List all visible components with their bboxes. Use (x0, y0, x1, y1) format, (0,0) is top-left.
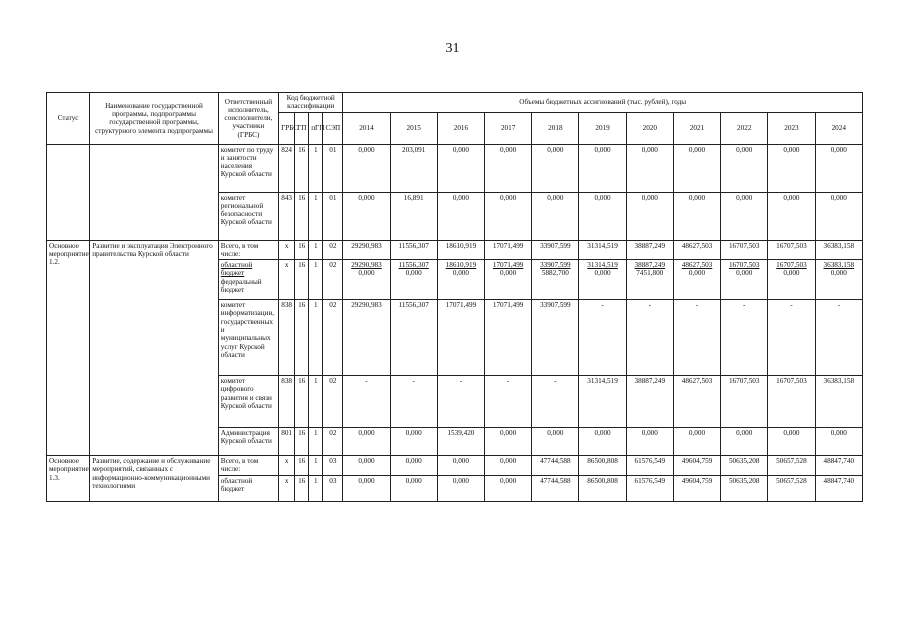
value: 29290,983 (351, 241, 382, 250)
value: 17071,499 (492, 241, 524, 250)
value-cell (390, 475, 437, 501)
value-cell (343, 192, 390, 240)
value: 16707,503 (728, 377, 760, 386)
value-cell (343, 240, 390, 260)
code-sep: 02 (323, 240, 343, 260)
value: 36383,158 (823, 261, 855, 270)
value-cell (815, 192, 862, 240)
code-pgp: 1 (309, 475, 323, 501)
code-gp: 16 (295, 260, 309, 300)
value: - (743, 301, 746, 310)
value-cell (437, 260, 484, 300)
value-cell (532, 192, 579, 240)
value-cell (768, 376, 815, 428)
executor-cell (218, 300, 278, 376)
code-pgp: 1 (309, 144, 323, 192)
value-cell (343, 144, 390, 192)
code-grbs: 838 (279, 376, 295, 428)
status-cell (47, 144, 90, 240)
value-cell (390, 192, 437, 240)
table-body (47, 144, 863, 501)
value-cell (673, 240, 720, 260)
value-cell (579, 300, 626, 376)
value: 48847,740 (823, 457, 855, 466)
executor-cell (218, 428, 278, 456)
value: 0,000 (594, 429, 611, 438)
value: 0,000 (358, 429, 375, 438)
table-row (47, 144, 863, 192)
value: 38887,249 (634, 261, 666, 270)
value: 16707,503 (776, 241, 807, 250)
code-sep: 01 (323, 144, 343, 192)
value: 48627,503 (681, 377, 713, 386)
value: 0,000 (358, 193, 375, 202)
value-cell (815, 376, 862, 428)
value: 11556,307 (398, 301, 429, 310)
value-cell (343, 300, 390, 376)
value: 0,000 (500, 429, 517, 438)
value-cell (390, 456, 437, 476)
value-cell (485, 240, 532, 260)
value: 0,000 (736, 145, 753, 154)
value: 38887,249 (634, 377, 666, 386)
value: 0,000 (688, 145, 706, 154)
code-grbs: х (279, 260, 295, 300)
value-cell (721, 475, 768, 501)
value: 36383,158 (823, 377, 855, 386)
value-cell (626, 300, 673, 376)
page-number: 31 (445, 41, 460, 56)
value-cell (626, 428, 673, 456)
value-cell (532, 144, 579, 192)
value: 0,000 (641, 429, 658, 438)
value-cell (768, 260, 815, 300)
value-cell (485, 428, 532, 456)
value-cell (721, 456, 768, 476)
value: 0,000 (736, 193, 753, 202)
header-year: 2021 (673, 112, 720, 144)
code-grbs: 824 (279, 144, 295, 192)
value: - (459, 377, 463, 386)
value: 0,000 (358, 476, 375, 485)
value-cell (721, 144, 768, 192)
value: 50635,208 (728, 457, 760, 466)
value-cell (579, 192, 626, 240)
value: 33907,599 (540, 261, 571, 270)
value-cell (626, 240, 673, 260)
value-cell (815, 456, 862, 476)
executor-cell (218, 192, 278, 240)
executor-label: комитет по труду и занятости населения Курской области (220, 145, 274, 179)
value-cell (768, 240, 815, 260)
value-cell (485, 376, 532, 428)
code-pgp: 1 (309, 192, 323, 240)
name-cell (90, 144, 219, 240)
code-pgp: 1 (309, 300, 323, 376)
header-year: 2019 (579, 112, 626, 144)
value: - (554, 377, 557, 386)
value-cell (437, 456, 484, 476)
executor-cell (218, 240, 278, 260)
value-cell (579, 260, 626, 300)
code-sep: 02 (323, 260, 343, 300)
header-year: 2015 (390, 112, 437, 144)
value-cell (721, 240, 768, 260)
value-cell (579, 376, 626, 428)
status-cell: Основное мероприятие 1.3. (47, 456, 90, 502)
value: - (695, 301, 699, 310)
value-cell (390, 260, 437, 300)
value: 0,000 (736, 429, 753, 438)
value-cell (579, 456, 626, 476)
value: 50657,528 (776, 476, 807, 485)
header-year: 2017 (485, 112, 532, 144)
value: - (648, 301, 651, 310)
value-cell (721, 192, 768, 240)
executor-label: Всего, в том числе: (220, 241, 259, 258)
value: 50635,208 (728, 476, 760, 485)
value-cell (532, 376, 579, 428)
value: 0,000 (500, 193, 517, 202)
value-cell (532, 428, 579, 456)
value-cell (532, 260, 579, 300)
value-cell (721, 300, 768, 376)
value: 0,000 (358, 145, 375, 154)
code-gp: 16 (295, 475, 309, 501)
code-sep: 03 (323, 456, 343, 476)
value-cell (343, 428, 390, 456)
value: 16707,503 (728, 241, 760, 250)
code-grbs: х (279, 240, 295, 260)
executor-cell (218, 456, 278, 476)
value: 86500,808 (587, 457, 618, 466)
executor-label: комитет информатизации, государственных и муниципальных услуг Курской области (220, 301, 275, 359)
value-cell (485, 300, 532, 376)
value-cell (721, 428, 768, 456)
value: 38887,249 (634, 241, 666, 250)
value-cell (768, 428, 815, 456)
value: 0,000 (405, 476, 422, 485)
value: 16,891 (403, 193, 424, 202)
value-cell (673, 192, 720, 240)
value: - (365, 377, 368, 386)
value: 86500,808 (587, 476, 618, 485)
value-cell (673, 144, 720, 192)
header-gp: ГП (295, 112, 309, 144)
value: 0,000 (358, 457, 375, 466)
value: 0,000 (688, 269, 706, 278)
status-cell: Основное мероприятие 1.2. (47, 240, 90, 456)
value: 47744,588 (540, 476, 571, 485)
table-row (47, 456, 863, 476)
header-year: 2014 (343, 112, 390, 144)
value-cell (768, 300, 815, 376)
value-cell (673, 260, 720, 300)
value-cell (437, 376, 484, 428)
header-sep: СЭП (323, 112, 343, 144)
value-cell (437, 475, 484, 501)
value-cell (343, 376, 390, 428)
value-cell (390, 300, 437, 376)
value-cell (437, 428, 484, 456)
value-cell (579, 475, 626, 501)
value: 61576,549 (634, 457, 666, 466)
value: 0,000 (830, 429, 847, 438)
value-cell (390, 144, 437, 192)
executor-label: областной бюджет (220, 476, 253, 493)
header-year: 2023 (768, 112, 815, 144)
value: - (412, 377, 415, 386)
value: 33907,599 (540, 301, 571, 310)
code-pgp: 1 (309, 240, 323, 260)
value: 0,000 (500, 457, 517, 466)
value-cell (673, 376, 720, 428)
value-cell (626, 192, 673, 240)
header-grbs: ГРБС (279, 112, 295, 144)
value: 0,000 (783, 269, 800, 278)
value: 16707,503 (776, 261, 807, 270)
value-cell (437, 240, 484, 260)
value: - (506, 377, 510, 386)
value: 0,000 (688, 429, 706, 438)
value-cell (485, 192, 532, 240)
code-grbs: 843 (279, 192, 295, 240)
executor-label: Администрация Курской области (220, 429, 272, 446)
header-volumes: Объемы бюджетных ассигнований (тыс. рублей), годы (343, 93, 863, 113)
value: 29290,983 (351, 301, 382, 310)
value: 0,000 (594, 193, 611, 202)
value: 0,000 (500, 145, 517, 154)
executor-label: федеральный бюджет (220, 277, 262, 294)
value: - (837, 301, 840, 310)
value: 0,000 (830, 145, 847, 154)
value: 0,000 (547, 193, 564, 202)
value-cell (768, 192, 815, 240)
value-cell (815, 428, 862, 456)
header-executor: Ответственный исполнитель, соисполнители, участники (ГРБС) (218, 93, 278, 145)
value: 0,000 (405, 429, 422, 438)
value: 0,000 (452, 193, 469, 202)
value: 0,000 (783, 429, 800, 438)
value: 48627,503 (681, 241, 713, 250)
code-grbs: х (279, 475, 295, 501)
value: 48847,740 (823, 476, 855, 485)
header-year: 2018 (532, 112, 579, 144)
value-cell (815, 240, 862, 260)
executor-cell (218, 376, 278, 428)
value: 31314,519 (587, 241, 618, 250)
header-year: 2016 (437, 112, 484, 144)
value: 49604,759 (681, 476, 713, 485)
value-cell (437, 300, 484, 376)
value-cell (579, 428, 626, 456)
value-cell (485, 475, 532, 501)
code-pgp: 1 (309, 456, 323, 476)
budget-table (46, 92, 863, 502)
value: 0,000 (641, 145, 658, 154)
value: 47744,588 (540, 457, 571, 466)
value-cell (532, 300, 579, 376)
value: 11556,307 (398, 241, 429, 250)
value: 0,000 (452, 269, 469, 278)
value-cell (485, 260, 532, 300)
value: 0,000 (641, 193, 658, 202)
value-cell (815, 144, 862, 192)
value: 0,000 (452, 476, 469, 485)
value: 0,000 (358, 269, 375, 278)
executor-label: комитет региональной безопасности Курской области (220, 193, 272, 227)
executor-label: комитет цифрового развития и связи Курской области (220, 377, 272, 410)
value: 0,000 (500, 476, 517, 485)
value: 0,000 (594, 269, 611, 278)
code-pgp: 1 (309, 260, 323, 300)
value: 0,000 (688, 193, 706, 202)
value: 0,000 (500, 269, 517, 278)
value: 31314,519 (587, 377, 618, 386)
value-cell (390, 376, 437, 428)
value: 0,000 (736, 269, 753, 278)
value-cell (343, 260, 390, 300)
value-cell (343, 475, 390, 501)
value: 48627,503 (681, 261, 713, 270)
value-cell (343, 456, 390, 476)
executor-label: Всего, в том числе: (220, 457, 259, 474)
value: 61576,549 (634, 476, 666, 485)
executor-cell (218, 475, 278, 501)
value-cell (626, 456, 673, 476)
value-cell (768, 456, 815, 476)
value-cell (626, 475, 673, 501)
value-cell (815, 300, 862, 376)
value-cell (437, 144, 484, 192)
value: 50657,528 (776, 457, 807, 466)
code-grbs: 801 (279, 428, 295, 456)
value-cell (485, 144, 532, 192)
header-year: 2024 (815, 112, 862, 144)
value: 36383,158 (823, 241, 855, 250)
value: 0,000 (830, 269, 847, 278)
value: 1539,420 (447, 429, 475, 438)
value: 7451,800 (636, 269, 664, 278)
code-grbs: х (279, 456, 295, 476)
value-cell (579, 144, 626, 192)
value-cell (815, 260, 862, 300)
value-cell (532, 240, 579, 260)
value: 0,000 (783, 145, 800, 154)
value-cell (673, 456, 720, 476)
value: 0,000 (547, 429, 564, 438)
value-cell (768, 475, 815, 501)
value: 0,000 (452, 457, 469, 466)
header-code-group: Код бюджетной классификации (279, 93, 343, 113)
value-cell (485, 456, 532, 476)
value-cell (768, 144, 815, 192)
code-gp: 16 (295, 428, 309, 456)
value-cell (390, 428, 437, 456)
value: - (601, 301, 604, 310)
value-cell (437, 192, 484, 240)
code-gp: 16 (295, 300, 309, 376)
value: 17071,499 (492, 301, 524, 310)
table-row (47, 240, 863, 260)
value: 0,000 (405, 269, 422, 278)
value-cell (532, 456, 579, 476)
value-cell (815, 475, 862, 501)
value: - (790, 301, 793, 310)
value: 49604,759 (681, 457, 713, 466)
value: 18610,919 (445, 261, 477, 270)
value: 18610,919 (445, 241, 477, 250)
value: 0,000 (405, 457, 422, 466)
executor-cell (218, 260, 278, 300)
value: 17071,499 (492, 261, 524, 270)
code-pgp: 1 (309, 376, 323, 428)
value-cell (532, 475, 579, 501)
name-cell: Развитие и эксплуатация Электронного правительства Курской области (90, 240, 219, 456)
executor-label: областной бюджет (220, 261, 253, 278)
name-cell: Развитие, содержание и обслуживание мероприятий, связанных с информационно-коммуникационными технологиями (90, 456, 219, 502)
value-cell (626, 144, 673, 192)
value: 203,091 (402, 145, 426, 154)
code-sep: 02 (323, 300, 343, 376)
code-sep: 01 (323, 192, 343, 240)
value-cell (673, 428, 720, 456)
executor-cell (218, 144, 278, 192)
header-status: Статус (47, 93, 90, 145)
code-gp: 16 (295, 240, 309, 260)
code-sep: 03 (323, 475, 343, 501)
value-cell (579, 240, 626, 260)
value-cell (721, 260, 768, 300)
code-sep: 02 (323, 376, 343, 428)
value: 0,000 (594, 145, 611, 154)
code-pgp: 1 (309, 428, 323, 456)
code-gp: 16 (295, 456, 309, 476)
value-cell (626, 260, 673, 300)
header-year: 2022 (721, 112, 768, 144)
value: 5882,700 (541, 269, 569, 278)
value-cell (673, 475, 720, 501)
code-grbs: 838 (279, 300, 295, 376)
value: 31314,519 (587, 261, 618, 270)
code-sep: 02 (323, 428, 343, 456)
value: 29290,983 (351, 261, 382, 270)
value: 16707,503 (776, 377, 807, 386)
value-cell (721, 376, 768, 428)
code-gp: 16 (295, 376, 309, 428)
value: 33907,599 (540, 241, 571, 250)
value-cell (673, 300, 720, 376)
header-name: Наименование государственной программы, подпрограммы государственной программы, структурного элемента подпрограммы (90, 93, 219, 145)
value-cell (626, 376, 673, 428)
code-gp: 16 (295, 144, 309, 192)
value: 0,000 (547, 145, 564, 154)
value: 17071,499 (445, 301, 477, 310)
value: 0,000 (830, 193, 847, 202)
value: 0,000 (452, 145, 469, 154)
value: 0,000 (783, 193, 800, 202)
value: 16707,503 (728, 261, 760, 270)
header-year: 2020 (626, 112, 673, 144)
value: 11556,307 (398, 261, 429, 270)
value-cell (390, 240, 437, 260)
header-pgp: пГП (309, 112, 323, 144)
code-gp: 16 (295, 192, 309, 240)
